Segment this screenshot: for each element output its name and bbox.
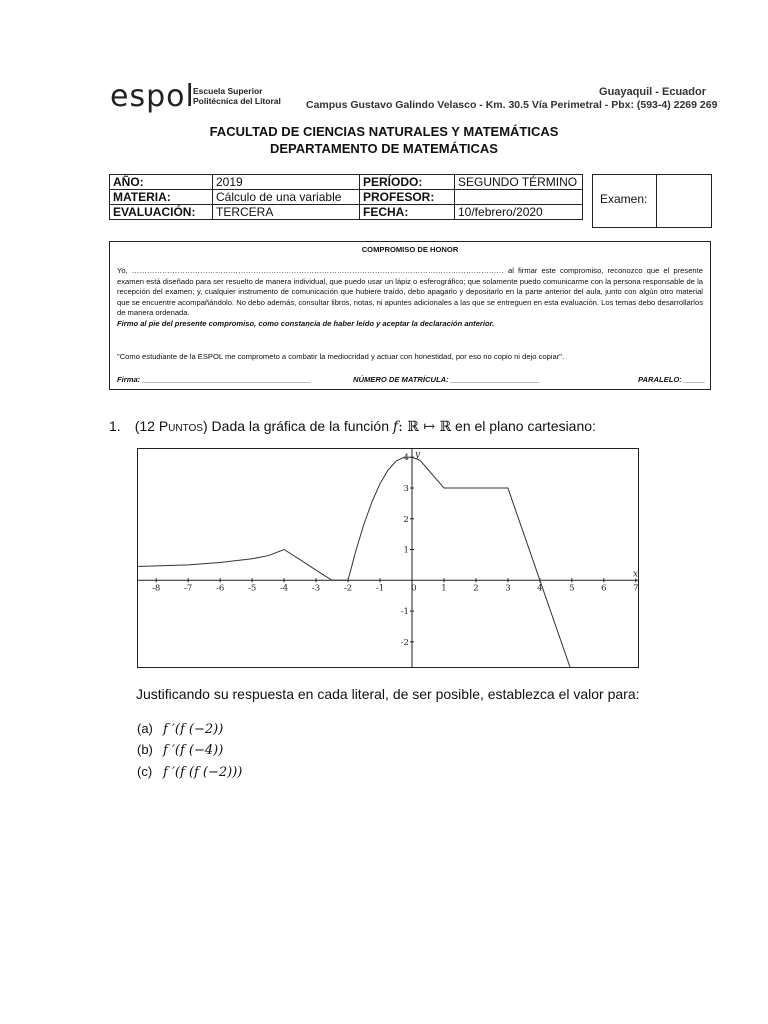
honor-pledge-box [109,241,711,390]
question-text-after: en el plano cartesiano: [451,418,596,434]
materia-value: Cálculo de una variable [213,190,360,205]
points-word: Puntos [158,418,203,434]
periodo-value: SEGUNDO TÉRMINO [455,175,583,190]
profesor-label: PROFESOR: [360,190,455,205]
y-tick-label: 2 [403,514,409,525]
x-tick-label: -8 [152,583,161,594]
item-a-label: (a) [137,721,153,736]
x-tick-label: -6 [215,583,225,594]
fecha-value: 10/febrero/2020 [455,205,583,220]
profesor-value[interactable] [455,190,583,205]
logo-subtitle-line-1: Escuela Superior [193,86,263,96]
item-a [137,721,223,737]
function-mapping: : ℝ ↦ ℝ [398,419,452,435]
logo-subtitle-line-2: Politécnica del Litoral [193,96,281,106]
honor-pledge-text: "Como estudiante de la ESPOL me comprometo a combatir la mediocridad y actuar con honestidad, por eso no copio ni dejo copiar". [117,352,565,361]
points-close: ) [202,418,208,434]
y-tick-label: -1 [400,607,409,618]
x-tick-label: 0 [411,583,417,594]
x-tick-label: -3 [311,583,321,594]
x-tick-label: -5 [247,583,257,594]
x-tick-label: 6 [601,583,607,594]
honor-title: COMPROMISO DE HONOR [361,245,459,254]
x-tick-label: -2 [343,583,353,594]
item-c-expression: f ′(f (f (−2))) [163,765,243,780]
x-tick-label: 3 [505,583,511,594]
y-tick-label: 1 [403,545,409,556]
matricula-field[interactable]: NÚMERO DE MATRÍCULA: _____________________ [353,375,540,384]
honor-body [117,266,703,330]
evaluacion-label: EVALUACIÓN: [110,205,213,220]
function-symbol: f [392,419,399,435]
materia-label: MATERIA: [110,190,213,205]
x-tick-label: -1 [375,583,385,594]
faculty-title: FACULTAD DE CIENCIAS NATURALES Y MATEMÁTICAS [209,124,559,139]
y-tick-label: -2 [400,637,409,648]
fecha-label: FECHA: [360,205,455,220]
department-title: DEPARTAMENTO DE MATEMÁTICAS [270,141,498,156]
x-tick-label: 5 [569,583,575,594]
honor-declaration: Firmo al pie del presente compromiso, como constancia de haber leído y aceptar la declaración anterior. [117,318,495,328]
item-b-expression: f ′(f (−4)) [163,743,224,758]
x-tick-label: 1 [441,583,447,594]
exam-box-divider [656,175,657,227]
question-text-before: Dada la gráfica de la función [207,418,393,434]
y-tick-label: 3 [403,484,409,494]
question-number: 1. [109,418,121,434]
exam-label: Examen: [600,192,648,206]
logo-subtitle [193,86,281,106]
question-statement [109,418,596,435]
instructions-text: Justificando su respuesta en cada literal, de ser posible, establezca el valor para: [136,686,640,702]
signature-row [117,375,705,386]
anio-value: 2019 [213,175,360,190]
x-tick-label: -4 [279,583,289,594]
x-axis-label: x [633,569,639,580]
y-axis-label: y [414,450,421,460]
x-tick-label: -7 [184,583,193,594]
x-tick-label: 7 [633,583,639,594]
anio-label: AÑO: [110,175,213,190]
header-city: Guayaquil - Ecuador [599,86,706,98]
points-open: (12 [134,418,159,434]
paralelo-field[interactable]: PARALELO: _____ [638,375,705,384]
firma-field[interactable]: Firma: ________________________________________ [117,375,312,384]
honor-text: Yo, ………………………………………………………………………………………………………………………………… al firmar este compromiso, reconozco que el presente examen está diseñado para ser resuelto de manera individual, que puedo usar un lápiz o esferográfico; que solamente puedo comunicarme con la persona responsable de la recepción del examen; y, cualquier instrumento de comunicación que hubiere traído, debo apagarlo y depositarlo en la parte anterior del aula, junto con algún otro material que se encuentre acompañándolo. No debo además, consultar libros, notas, ni apuntes adicionales a las que se entreguen en esta evaluación. Los temas debo desarrollarlos de manera ordenada. [117,266,703,318]
exam-info-table [109,174,583,220]
x-tick-label: 4 [537,583,543,594]
item-b [137,742,223,758]
periodo-label: PERÍODO: [360,175,455,190]
header-address: Campus Gustavo Galindo Velasco - Km. 30.5 Vía Perimetral - Pbx: (593-4) 2269 269 [306,99,718,111]
evaluacion-value: TERCERA [213,205,360,220]
exam-score-box [592,174,712,228]
espol-logo: espol [110,79,195,114]
x-tick-label: 2 [473,583,479,594]
item-b-label: (b) [137,742,153,757]
function-graph [137,448,639,668]
graph-frame [138,449,639,668]
item-c [137,764,242,780]
y-tick-label: 4 [403,453,409,464]
item-c-label: (c) [137,764,153,779]
item-a-expression: f ′(f (−2)) [163,722,224,737]
